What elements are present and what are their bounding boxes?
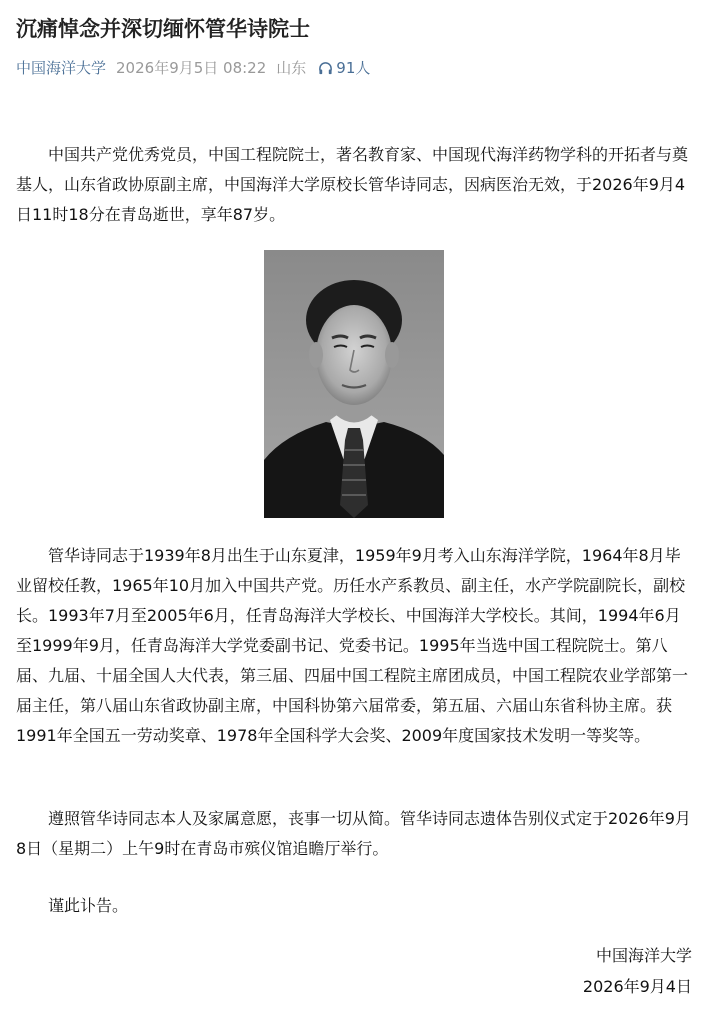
paragraph-closing: 谨此讣告。 bbox=[48, 896, 129, 915]
article-meta bbox=[16, 58, 370, 78]
publish-datetime: 2026年9月5日 08:22 bbox=[116, 59, 267, 77]
region-label: 山东 bbox=[276, 59, 307, 77]
listener-count: 91人 bbox=[336, 59, 371, 77]
portrait-photo bbox=[264, 250, 444, 518]
listen-button[interactable] bbox=[318, 58, 370, 78]
article-title: 沉痛悼念并深切缅怀管华诗院士 bbox=[16, 17, 310, 41]
signature-date: 2026年9月4日 bbox=[582, 977, 692, 996]
paragraph-funeral-arrangement: 遵照管华诗同志本人及家属意愿，丧事一切从简。管华诗同志遗体告别仪式定于2026年9月8日（星期二）上午9时在青岛市殡仪馆追瞻厅举行。 bbox=[16, 809, 691, 858]
paragraph-obituary-intro: 中国共产党优秀党员，中国工程院院士，著名教育家、中国现代海洋药物学科的开拓者与奠基人，山东省政协原副主席，中国海洋大学原校长管华诗同志，因病医治无效，于2026年9月4日11时18分在青岛逝世，享年87岁。 bbox=[16, 145, 689, 224]
paragraph-biography: 管华诗同志于1939年8月出生于山东夏津，1959年9月考入山东海洋学院，1964年8月毕业留校任教，1965年10月加入中国共产党。历任水产系教员、副主任，水产学院副院长，副校长。1993年7月至2005年6月，任青岛海洋大学校长、中国海洋大学校长。其间，1994年6月至1999年9月，任青岛海洋大学党委副书记、党委书记。1995年当选中国工程院院士。第八届、九届、十届全国人大代表，第三届、四届中国工程院主席团成员，中国工程院农业学部第一届主任，第八届山东省政协副主席，中国科协第六届常委，第五届、六届山东省科协主席。获1991年全国五一劳动奖章、1978年全国科学大会奖、2009年度国家技术发明一等奖等。 bbox=[16, 546, 689, 745]
headphones-icon bbox=[318, 61, 333, 76]
source-link[interactable]: 中国海洋大学 bbox=[16, 59, 107, 77]
signature-organization: 中国海洋大学 bbox=[595, 946, 692, 965]
